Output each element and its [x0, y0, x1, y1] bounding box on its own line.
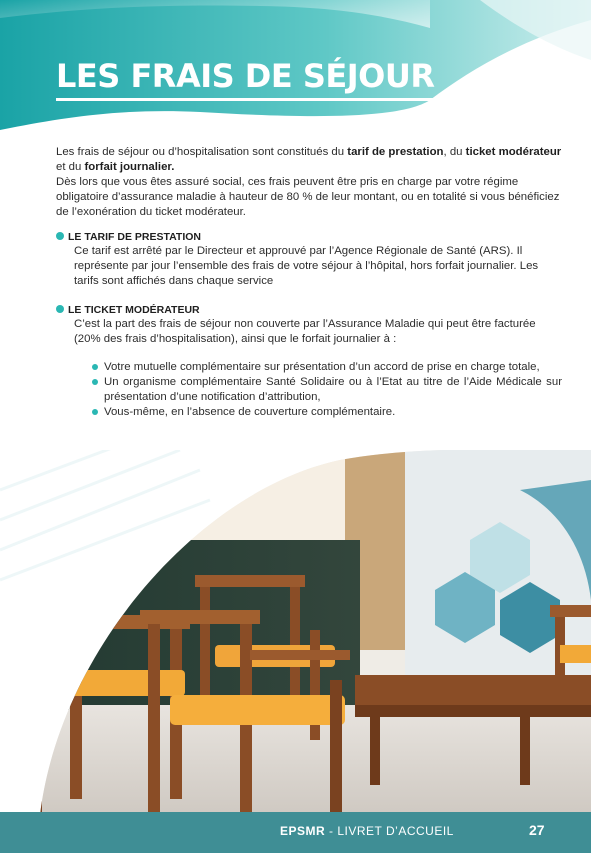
intro-bold-tarif: tarif de prestation — [347, 146, 444, 158]
bullet-dot-icon — [56, 232, 64, 240]
page-footer — [0, 812, 591, 853]
section-heading-ticket — [56, 304, 200, 316]
section-body-ticket: C’est la part des frais de séjour non couverte par l’Assurance Maladie qui peut être facturée (20% des frais d’hospitalisation), ainsi que le forfait journalier à : — [74, 318, 536, 345]
list-item: Un organisme complémentaire Santé Solidaire ou à l’Etat au titre de l’Aide Médicale sur présentation d’une notification d’attribution, — [92, 375, 562, 405]
footer-label — [280, 824, 454, 838]
page-title: LES FRAIS DE SÉJOUR — [56, 57, 435, 95]
page-number: 27 — [529, 822, 545, 838]
intro-text — [56, 145, 566, 220]
section-body-tarif: Ce tarif est arrêté par le Directeur et approuvé par l’Agence Régionale de Santé (ARS). Il représente par jour l’ensemble des frais de votre séjour à l’hôpital, hors forfait journalier. Les tarifs sont affichés dans chaque service — [74, 245, 539, 287]
section-heading-tarif — [56, 231, 201, 243]
intro-part2: , du — [443, 146, 466, 158]
section-heading-text: LE TARIF DE PRESTATION — [68, 231, 201, 243]
footer-title: - LIVRET D’ACCUEIL — [325, 824, 454, 838]
list-item: Votre mutuelle complémentaire sur présentation d’un accord de prise en charge totale, — [92, 360, 562, 375]
intro-paragraph-2: Dès lors que vous êtes assuré social, ces frais peuvent être pris en charge par votre régime obligatoire d’assurance maladie à hauteur de 80 % de leur montant, ou en totalité si vous bénéficiez de l’exonération du ticket modérateur. — [56, 176, 560, 218]
intro-bold-forfait: forfait journalier. — [84, 161, 175, 173]
section-heading-text: LE TICKET MODÉRATEUR — [68, 304, 200, 316]
bullet-dot-icon — [56, 305, 64, 313]
footer-brand: EPSMR — [280, 824, 326, 838]
payer-list — [92, 360, 562, 420]
intro-part3: et du — [56, 161, 85, 173]
intro-bold-ticket: ticket modérateur — [465, 146, 562, 158]
intro-part1: Les frais de séjour ou d’hospitalisation sont constitués du — [56, 146, 348, 158]
title-underline — [56, 98, 442, 101]
lounge-photo — [0, 450, 591, 815]
list-item: Vous-même, en l’absence de couverture complémentaire. — [92, 405, 562, 420]
